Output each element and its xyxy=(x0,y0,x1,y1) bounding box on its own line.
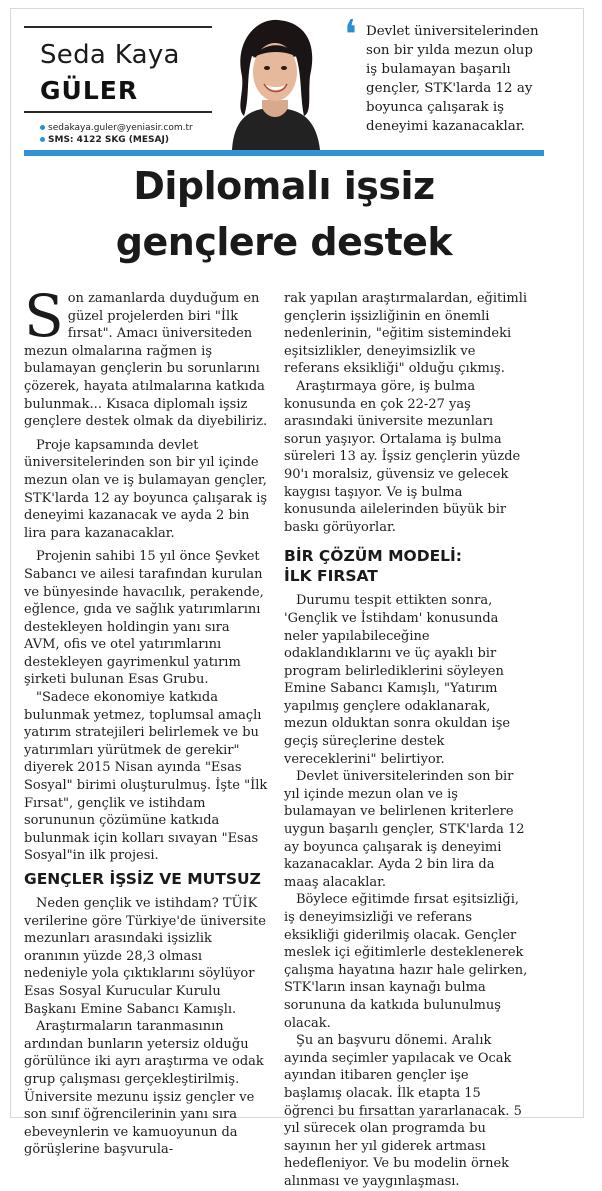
drop-cap: S xyxy=(24,282,64,350)
author-last-name: GÜLER xyxy=(40,76,139,105)
quote-icon: ❛ xyxy=(344,12,357,58)
bullet-icon xyxy=(40,137,45,142)
paragraph: on zamanlarda duyduğum en güzel projelerden biri "İlk fırsat". Amacı üniversiteden mezun olmalarına rağmen iş bulamayan gençlerin bu sorunlarını çözerek, hayata atılmalarına katkıda bulunmak... Kısaca diplomalı işsiz gençlere destek olmak da diyebiliriz. xyxy=(24,291,268,430)
author-photo xyxy=(212,16,336,150)
paragraph: Projenin sahibi 15 yıl önce Şevket Sabancı ve ailesi tarafından kurulan ve bünyesinde havacılık, perakende, eğlence, gıda ve sağlık yatırımlarını destekleyen holdingin yanı sıra AVM, ofis ve otel yatırımlarını destekleyen gayrimenkul yatırım şirketi bulunan Esas Grubu. xyxy=(24,549,264,688)
paragraph: Araştırmaların taranmasının ardından bunların yetersiz olduğu görülünce iki ayrı araştırma ve odak grup çalışması gerçekleştirilmiş. Üniversite mezunu işsiz gençler ve son sınıf öğrencilerinin yanı sıra ebeveynlerin ve kamuoyunun da görüşlerine başvurula- xyxy=(24,1019,264,1158)
subheading: GENÇLER İŞSİZ VE MUTSUZ xyxy=(24,870,261,888)
subheading-line-2: İLK FIRSAT xyxy=(284,567,378,586)
bullet-icon xyxy=(40,125,45,130)
pull-quote-text: Devlet üniversitelerinden son bir yılda mezun olup iş bulamayan başarılı gençler, STK'larda 12 ay boyunca çalışarak iş deneyimi kazanacaklar. xyxy=(366,24,539,134)
headline xyxy=(24,158,544,270)
author-sms: SMS: 4122 SKG (MESAJ) xyxy=(48,135,169,145)
paragraph: Araştırmaya göre, iş bulma konusunda en çok 22-27 yaş arasındaki üniversite mezunları sorun yaşıyor. Ortalama iş bulma süreleri 13 ay. İşsiz gençlerin yüzde 90'ı moralsiz, güvensiz ve gelecek kaygısı taşıyor. Ve iş bulma konusunda ailelerinden büyük bir baskı görüyorlar. xyxy=(284,378,521,535)
paragraph: Böylece eğitimde fırsat eşitsizliği, iş deneyimsizliği ve referans eksikliği giderilmiş olacak. Gençler meslek içi eğitimlerle desteklenerek çalışma hayatına hazır hale gelirken, STK'ların insan kaynağı bulma sorununa da katkıda bulunulmuş olacak. xyxy=(284,892,528,1031)
pull-quote xyxy=(336,12,544,150)
contact-info xyxy=(40,122,193,146)
article-column-2 xyxy=(284,290,528,1191)
author-email: sedakaya.guler@yeniasir.com.tr xyxy=(48,123,193,133)
article-column-1 xyxy=(24,282,268,1159)
paragraph: Neden gençlik ve istihdam? TÜİK verilerine göre Türkiye'de üniversite mezunları arasındaki işsizlik oranının yüzde 28,3 olması nedeniyle yola çıktıklarını söylüyor Esas Sosyal Kurucular Kurulu Başkanı Emine Sabancı Kamışlı. xyxy=(24,896,266,1017)
author-box xyxy=(24,16,336,150)
headline-line-2: gençlere destek xyxy=(115,220,453,264)
headline-line-1: Diplomalı işsiz xyxy=(133,164,435,208)
paragraph: Şu an başvuru dönemi. Aralık ayında seçimler yapılacak ve Ocak ayından itibaren gençler işe başlamış olacak. İlk etapta 15 öğrenci bu fırsattan yararlanacak. 5 yıl sürecek olan programda bu sayının her yıl giderek artması hedefleniyor. Ve bu modelin örnek alınması ve yaygınlaşması. xyxy=(284,1033,522,1189)
column-header xyxy=(24,12,544,150)
author-first-name: Seda Kaya xyxy=(40,40,180,70)
paragraph: "Sadece ekonomiye katkıda bulunmak yetmez, toplumsal amaçlı yatırım stratejileri belirlemek ve bu yatırımları yürütmek de gerekir" diyerek 2015 Nisan ayında "Esas Sosyal" birimi oluşturulmuş. İşte "İlk Fırsat", gençlik ve istihdam sorununun çözümüne katkıda bulunmak için kolları sıvayan "Esas Sosyal"in ilk projesi. xyxy=(24,690,268,864)
paragraph: Proje kapsamında devlet üniversitelerinden son bir yıl içinde mezun olan ve iş bulamayan gençler, STK'larda 12 ay boyunca çalışarak iş deneyimi kazanacak ve ayda 2 bin lira para kazanacaklar. xyxy=(24,437,268,541)
accent-bar xyxy=(24,150,544,156)
paragraph: Devlet üniversitelerinden son bir yıl içinde mezun olan ve iş bulamayan ve belirlenen kriterlere uygun başarılı gençler, STK'larda 12 ay boyunca çalışarak iş deneyimi kazanacaklar. Ayda 2 bin lira da maaş alacaklar. xyxy=(284,769,525,890)
paragraph: rak yapılan araştırmalardan, eğitimli gençlerin işsizliğinin en önemli nedenlerinin, "eğitim sistemindeki eşitsizlikler, deneyimsizlik ve referans eksikliği" olduğu çıkmış. xyxy=(284,291,528,377)
paragraph: Durumu tespit ettikten sonra, 'Gençlik ve İstihdam' konusunda neler yapılabileceğine odaklandıklarını ve üç ayaklı bir program belirlediklerini söyleyen Emine Sabancı Kamışlı, "Yatırım yapılmış gençlere odaklanarak, mezun olduktan sonra okuldan işe geçiş süreçlerine destek vereceklerini" belirtiyor. xyxy=(284,593,511,767)
subheading-line-1: BİR ÇÖZÜM MODELİ: xyxy=(284,547,463,566)
subheading xyxy=(284,546,528,586)
